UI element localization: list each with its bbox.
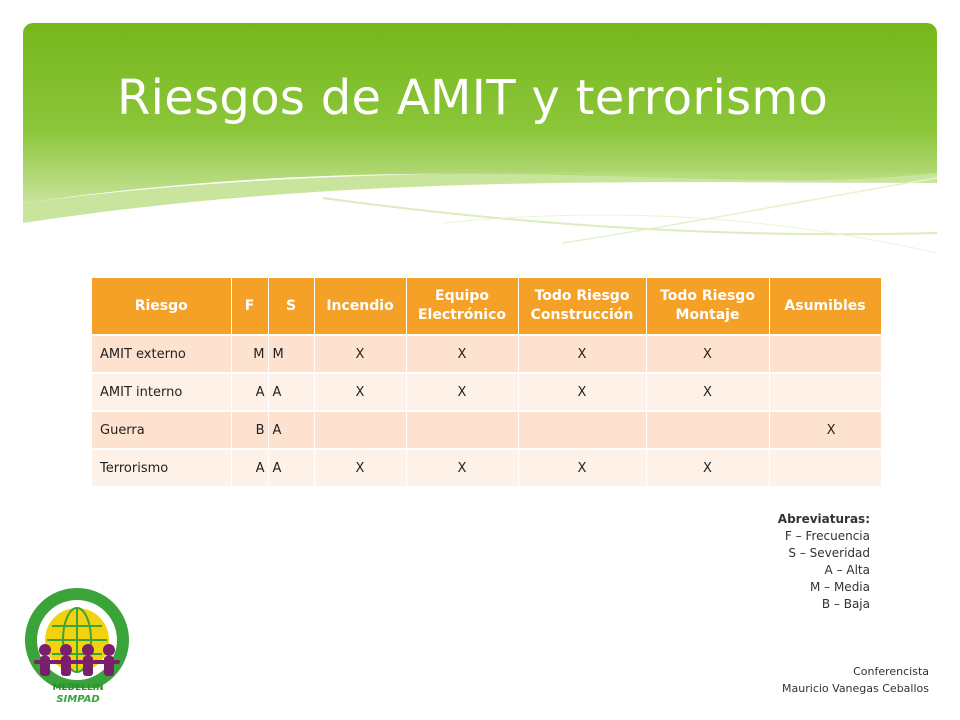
logo-emblem [14, 588, 140, 688]
cell-asumibles [769, 449, 881, 487]
header-asumibles: Asumibles [769, 278, 881, 335]
header-equipo-electronico: Equipo Electrónico [406, 278, 518, 335]
cell-f: M [231, 335, 268, 373]
cell-equipo: X [406, 335, 518, 373]
cell-f: A [231, 373, 268, 411]
abbreviation-item: M – Media [809, 580, 870, 594]
cell-riesgo: Terrorismo [92, 449, 231, 487]
cell-equipo [406, 411, 518, 449]
cell-asumibles [769, 373, 881, 411]
table-row [92, 373, 881, 411]
simpad-logo [14, 588, 140, 692]
header-riesgo: Riesgo [92, 278, 231, 335]
abbreviation-item: S – Severidad [788, 546, 870, 560]
cell-montaje [646, 411, 769, 449]
risk-table [92, 278, 882, 488]
speaker-role: Conferencista [853, 665, 929, 678]
abbreviations-legend [650, 511, 870, 613]
cell-equipo: X [406, 449, 518, 487]
title-banner [23, 23, 937, 268]
cell-incendio: X [314, 335, 406, 373]
cell-s: M [268, 335, 314, 373]
cell-f: B [231, 411, 268, 449]
cell-asumibles: X [769, 411, 881, 449]
table-row [92, 411, 881, 449]
header-todo-riesgo-montaje: Todo Riesgo Montaje [646, 278, 769, 335]
speaker-name: Mauricio Vanegas Ceballos [782, 682, 929, 695]
cell-s: A [268, 449, 314, 487]
header-incendio: Incendio [314, 278, 406, 335]
speaker-credit [669, 663, 929, 697]
slide-title: Riesgos de AMIT y terrorismo [117, 70, 829, 126]
cell-f: A [231, 449, 268, 487]
header-f: F [231, 278, 268, 335]
cell-asumibles [769, 335, 881, 373]
table-row [92, 335, 881, 373]
logo-acronym: SIMPAD [56, 694, 100, 705]
abbreviations-title: Abreviaturas: [777, 512, 870, 526]
cell-riesgo: Guerra [92, 411, 231, 449]
abbreviation-item: A – Alta [824, 563, 870, 577]
cell-construccion [518, 411, 646, 449]
cell-construccion: X [518, 335, 646, 373]
cell-montaje: X [646, 449, 769, 487]
cell-riesgo: AMIT interno [92, 373, 231, 411]
cell-construccion: X [518, 449, 646, 487]
logo-city: MEDELLIN [52, 683, 104, 693]
cell-incendio: X [314, 373, 406, 411]
cell-riesgo: AMIT externo [92, 335, 231, 373]
header-s: S [268, 278, 314, 335]
abbreviation-item: F – Frecuencia [784, 529, 870, 543]
abbreviation-item: B – Baja [821, 597, 870, 611]
cell-incendio [314, 411, 406, 449]
header-todo-riesgo-construccion: Todo Riesgo Construcción [518, 278, 646, 335]
table-row [92, 449, 881, 487]
cell-construccion: X [518, 373, 646, 411]
cell-montaje: X [646, 335, 769, 373]
cell-incendio: X [314, 449, 406, 487]
banner-graphic [23, 23, 937, 268]
logo-caption [48, 683, 108, 705]
cell-s: A [268, 373, 314, 411]
cell-s: A [268, 411, 314, 449]
table-header-row [92, 278, 881, 335]
cell-equipo: X [406, 373, 518, 411]
cell-montaje: X [646, 373, 769, 411]
